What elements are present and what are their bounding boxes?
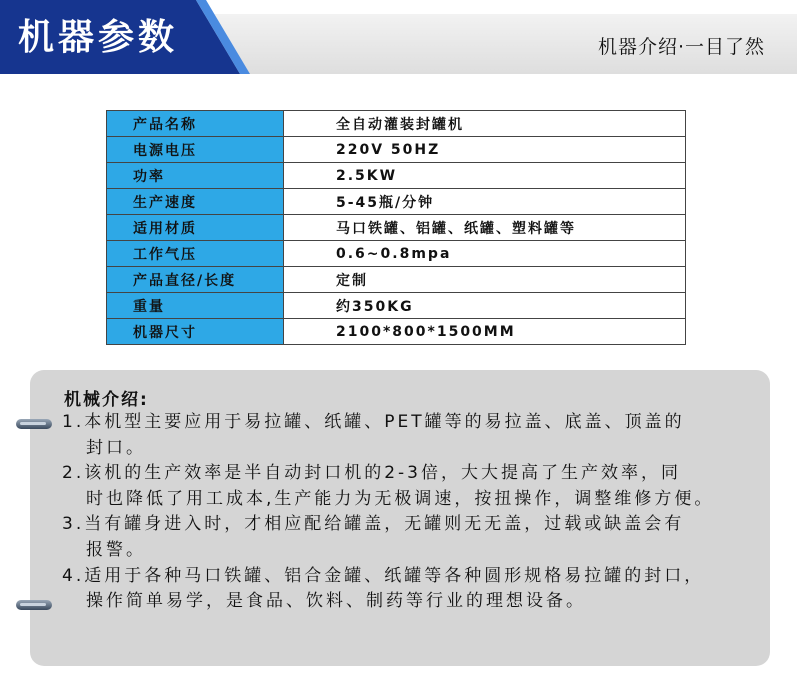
spec-value: 0.6~0.8mpa	[284, 241, 686, 267]
binder-ring-icon	[16, 600, 52, 610]
intro-line: 封口。	[86, 437, 146, 458]
table-row	[107, 319, 686, 345]
intro-line: 时也降低了用工成本,生产能力为无极调速，按扭操作，调整维修方便。	[86, 488, 715, 509]
spec-value: 马口铁罐、铝罐、纸罐、塑料罐等	[284, 215, 686, 241]
spec-value: 2.5KW	[284, 163, 686, 189]
table-row	[107, 293, 686, 319]
spec-label: 产品直径/长度	[107, 267, 284, 293]
table-row	[107, 137, 686, 163]
spec-label: 功率	[107, 163, 284, 189]
table-row	[107, 241, 686, 267]
spec-label: 产品名称	[107, 111, 284, 137]
spec-label: 生产速度	[107, 189, 284, 215]
intro-line: 2.该机的生产效率是半自动封口机的2-3倍，大大提高了生产效率，同	[62, 463, 681, 484]
intro-line: 报警。	[86, 539, 146, 560]
page-subtitle: 机器介绍·一目了然	[597, 36, 765, 58]
spec-label: 适用材质	[107, 215, 284, 241]
table-row	[107, 267, 686, 293]
table-row	[107, 215, 686, 241]
table-row	[107, 189, 686, 215]
spec-value: 约350KG	[284, 293, 686, 319]
table-row	[107, 111, 686, 137]
spec-label: 重量	[107, 293, 284, 319]
spec-label: 电源电压	[107, 137, 284, 163]
spec-value: 220V 50HZ	[284, 137, 686, 163]
intro-line: 操作简单易学，是食品、饮料、制药等行业的理想设备。	[86, 591, 586, 612]
page-title: 机器参数	[18, 17, 179, 58]
intro-title: 机械介绍:	[64, 390, 149, 410]
spec-value: 全自动灌装封罐机	[284, 111, 686, 137]
spec-value: 定制	[284, 267, 686, 293]
spec-table	[106, 110, 686, 345]
spec-label: 工作气压	[107, 241, 284, 267]
intro-line: 1.本机型主要应用于易拉罐、纸罐、PET罐等的易拉盖、底盖、顶盖的	[62, 412, 685, 432]
spec-value: 5-45瓶/分钟	[284, 189, 686, 215]
intro-line: 4.适用于各种马口铁罐、铝合金罐、纸罐等各种圆形规格易拉罐的封口，	[62, 565, 705, 586]
spec-label: 机器尺寸	[107, 319, 284, 345]
intro-lines	[62, 410, 762, 615]
table-row	[107, 163, 686, 189]
spec-value: 2100*800*1500MM	[284, 319, 686, 345]
intro-line: 3.当有罐身进入时，才相应配给罐盖，无罐则无无盖，过载或缺盖会有	[62, 514, 685, 535]
binder-ring-icon	[16, 419, 52, 429]
